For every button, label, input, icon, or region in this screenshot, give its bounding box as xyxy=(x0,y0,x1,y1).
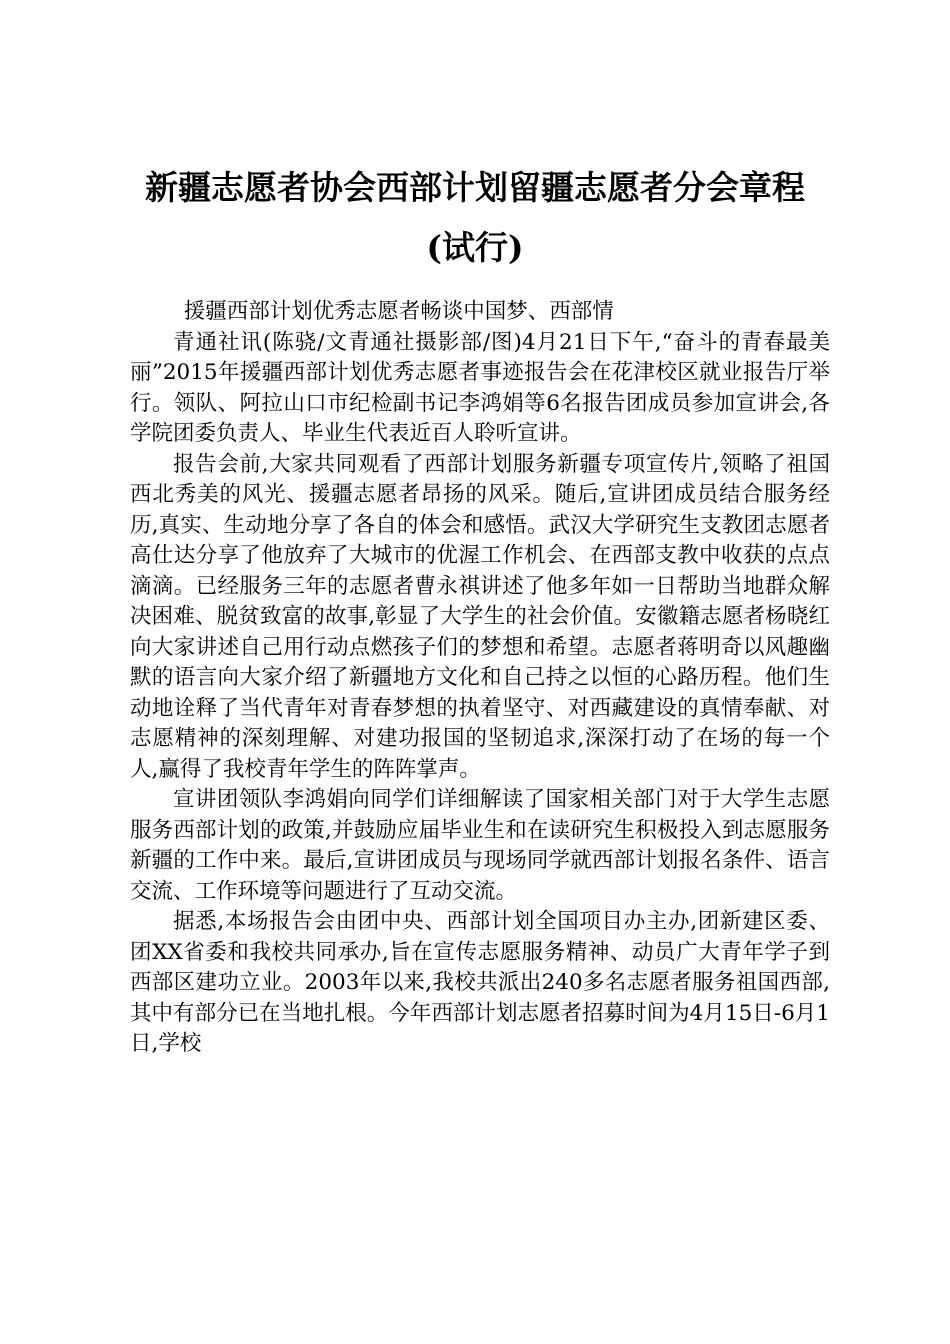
document-title-subtitle: (试行) xyxy=(426,228,524,267)
document-body xyxy=(130,297,830,1060)
paragraph: 青通社讯(陈骁/文青通社摄影部/图)4月21日下午,“奋斗的青春最美丽”2015年援疆西部计划优秀志愿者事迹报告会在花津校区就业报告厅举行。领队、阿拉山口市纪检副书记李鸿娟等6名报告团成员参加宣讲会,各学院团委负责人、毕业生代表近百人聆听宣讲。 xyxy=(130,329,830,446)
paragraph: 据悉,本场报告会由团中央、西部计划全国项目办主办,团新建区委、团XX省委和我校共同承办,旨在宣传志愿服务精神、动员广大青年学子到西部区建功立业。2003年以来,我校共派出240多名志愿者服务祖国西部,其中有部分已在当地扎根。今年西部计划志愿者招募时间为4月15日-6月1日,学校 xyxy=(130,909,830,1056)
document-title: 新疆志愿者协会西部计划留疆志愿者分会章程 xyxy=(145,168,805,207)
article-headline: 援疆西部计划优秀志愿者畅谈中国梦、西部情 xyxy=(183,299,614,324)
paragraph: 报告会前,大家共同观看了西部计划服务新疆专项宣传片,领略了祖国西北秀美的风光、援疆志愿者昂扬的风采。随后,宣讲团成员结合服务经历,真实、生动地分享了各自的体会和感悟。武汉大学研究生支教团志愿者高仕达分享了他放弃了大城市的优渥工作机会、在西部支教中收获的点点滴滴。已经服务三年的志愿者曹永祺讲述了他多年如一日帮助当地群众解决困难、脱贫致富的故事,彰显了大学生的社会价值。安徽籍志愿者杨晓红向大家讲述自己用行动点燃孩子们的梦想和希望。志愿者蒋明奇以风趣幽默的语言向大家介绍了新疆地方文化和自己持之以恒的心路历程。他们生动地诠释了当代青年对青春梦想的执着坚守、对西藏建设的真情奉献、对志愿精神的深刻理解、对建功报国的坚韧追求,深深打动了在场的每一个人,赢得了我校青年学生的阵阵掌声。 xyxy=(130,451,830,782)
paragraph: 宣讲团领队李鸿娟向同学们详细解读了国家相关部门对于大学生志愿服务西部计划的政策,并鼓励应届毕业生和在读研究生积极投入到志愿服务新疆的工作中来。最后,宣讲团成员与现场同学就西部计划报名条件、语言交流、工作环境等问题进行了互动交流。 xyxy=(130,787,830,904)
